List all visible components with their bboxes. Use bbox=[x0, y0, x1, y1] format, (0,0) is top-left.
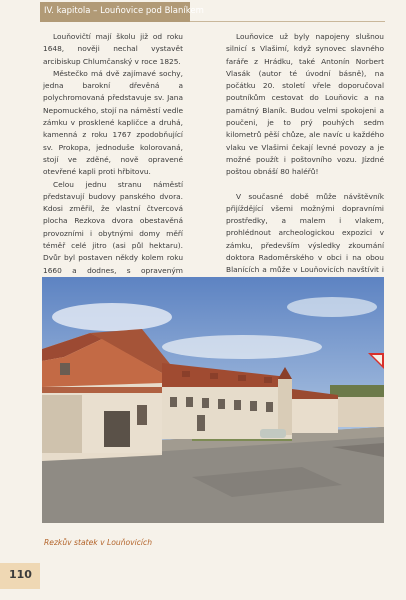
left-text-column bbox=[43, 31, 183, 302]
paragraph: Louňovice už byly napojeny slušnou silnicí s Vlašimí, když synovec slavného faráře z Hrádku, také Antonín Norbert Vlasák (autor té úvodní básně), na počátku 20. století vřele doporučoval poutníkům cestovat do Louňovic a na památný Blaník. Budou velmi spokojeni a poučeni, je to prý pouhých sedm kilometrů pěší chůze, ale navíc u každého vlaku ve Vlašimi čekají levné povozy a je možné použít i poštovního vozu. Jízdné poštou obnáší 80 haléřů! bbox=[226, 32, 384, 177]
header-rule bbox=[190, 21, 385, 22]
farm-buildings-photo bbox=[42, 277, 384, 523]
paragraph: Městečko má dvě zajímavé sochy, jedna barokní dřevěná a polychromovaná představuje sv. Jana Nepomuckého, stojí na náměstí vedle zámku v prosklené kapličce a druhá, kamenná z roku 1767 zpodobňující sv. Prokopa, jednoduše kolorovaná, stojí ve zděné, nově opravené otevřené kapli proti hřbitovu. bbox=[43, 68, 183, 177]
chapter-header: IV. kapitola – Louňovice pod Blaníkem bbox=[44, 6, 204, 16]
page-number: 110 bbox=[9, 568, 32, 581]
photo-caption: Rezkův statek v Louňovicích bbox=[44, 538, 153, 547]
paragraph: Louňovičtí mají školu již od roku 1648, nověji nechal vystavět arcibiskup Chlumčanský v roce 1825. bbox=[43, 32, 183, 66]
paragraph: Celou jednu stranu náměstí představují budovy panského dvora. Kdosi změřil, že vlastní čtvercová plocha Rezkova dvora obestavěná provozními i obytnými domy měří téměř celé jitro (asi půl hektaru). Dvůr byl postaven někdy kolem roku 1660 a dodnes, s opraveným bbox=[43, 179, 183, 275]
right-text-column bbox=[226, 31, 384, 289]
paragraph: V současné době může návštěvník přijíždějící všemi možnými dopravními prostředky, a malem i vlakem, prohlédnout archeologickou expozici v zámku, především výsledky zkoumání doktora Radoměrského v obci i na obou Blanících a může v Louňovicích navštívit i bbox=[226, 191, 384, 275]
